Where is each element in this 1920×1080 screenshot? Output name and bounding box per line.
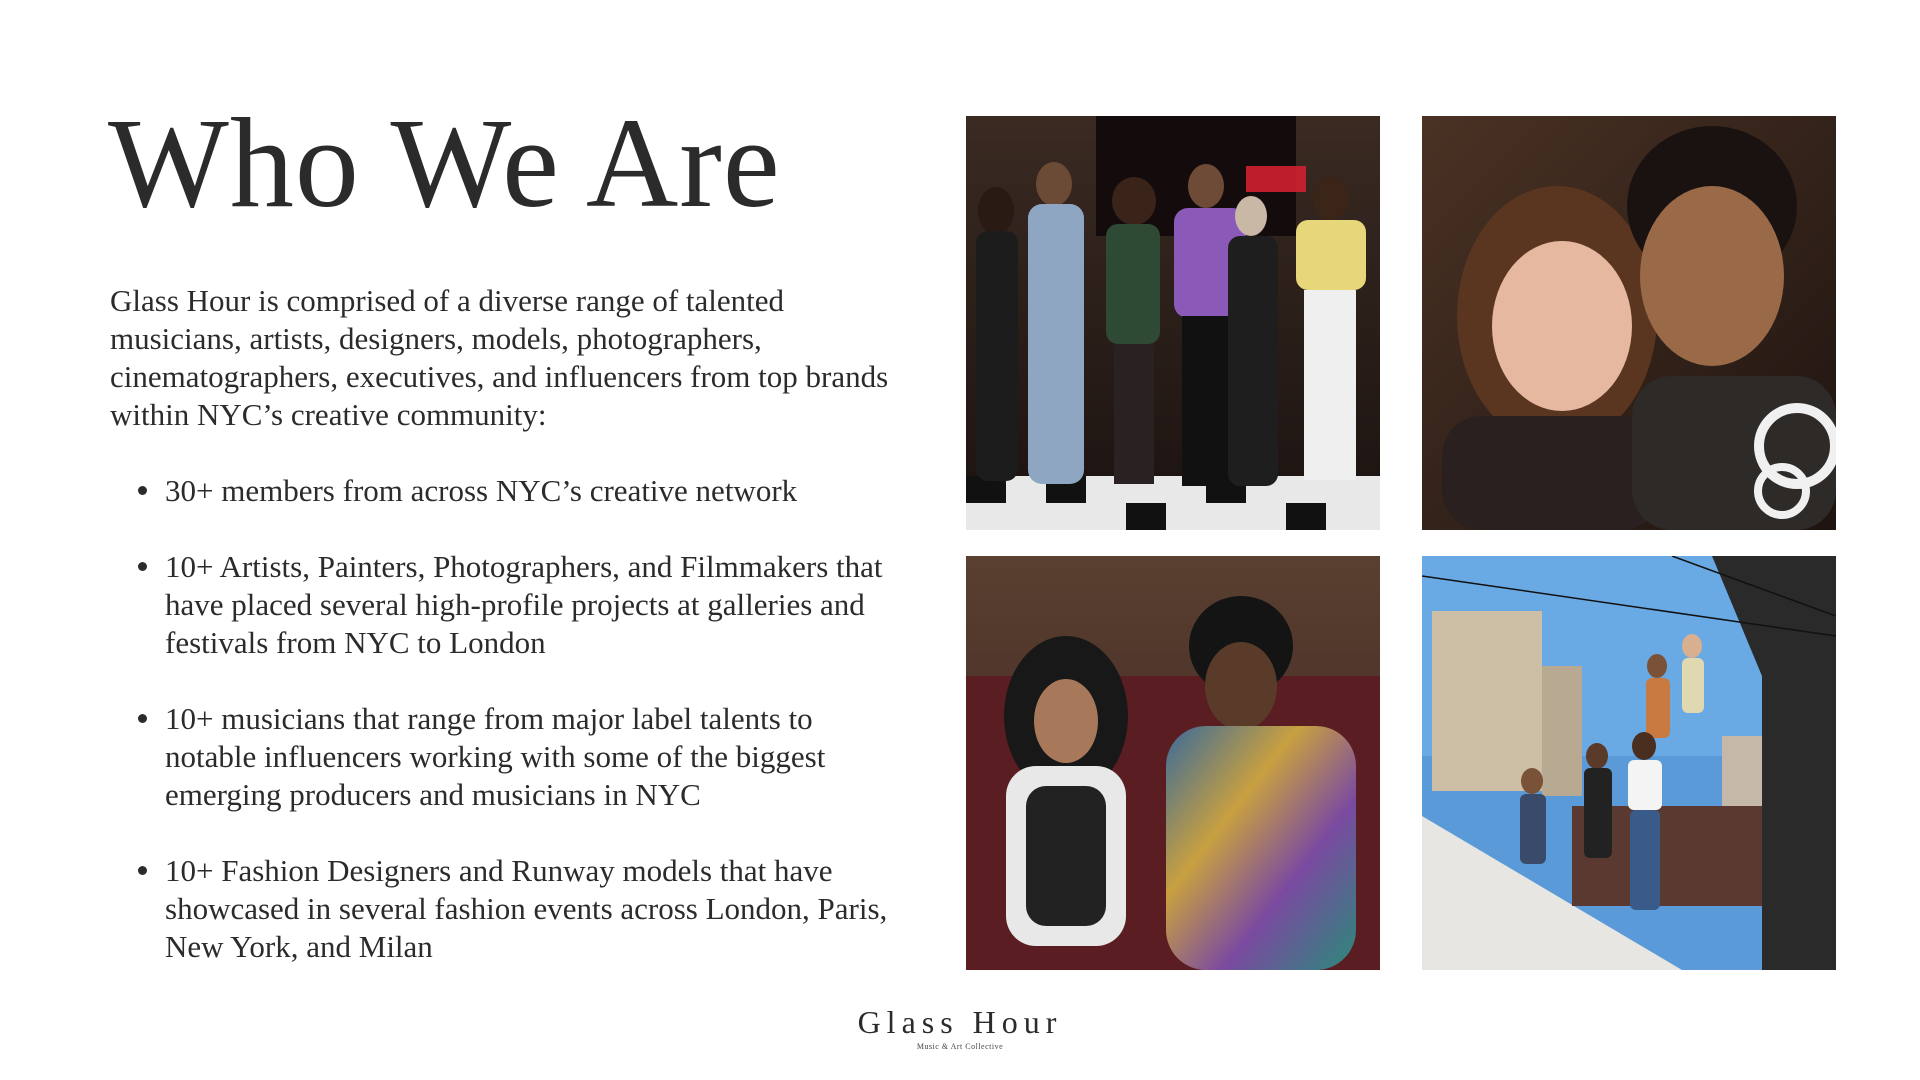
list-item [110, 700, 900, 814]
member-stats-list [110, 472, 900, 1004]
bullet-icon [138, 562, 147, 571]
bullet-icon [138, 486, 147, 495]
bullet-text: 10+ Artists, Painters, Photographers, and Filmmakers that have placed several high-profile projects at galleries and festivals from NYC to London [165, 549, 883, 660]
selfie-photo [1422, 116, 1836, 530]
fashion-pair-photo [966, 556, 1380, 970]
bullet-icon [138, 714, 147, 723]
slide-title: Who We Are [108, 92, 781, 234]
list-item [110, 852, 900, 966]
bullet-icon [138, 866, 147, 875]
bullet-text: 10+ Fashion Designers and Runway models that have showcased in several fashion events across London, Paris, New York, and Milan [165, 853, 888, 964]
list-item [110, 472, 900, 510]
nightclub-group-photo [966, 116, 1380, 530]
bullet-text: 10+ musicians that range from major label talents to notable influencers working with some of the biggest emerging producers and musicians in NYC [165, 701, 826, 812]
bullet-text: 30+ members from across NYC’s creative network [165, 473, 798, 508]
intro-paragraph: Glass Hour is comprised of a diverse range of talented musicians, artists, designers, models, photographers, cinematographers, executives, and influencers from top brands within NYC’s creative community: [110, 283, 889, 432]
logo-name: Glass Hour [857, 1004, 1063, 1040]
logo-tagline: Music & Art Collective [916, 1042, 1004, 1051]
rooftop-group-photo [1422, 556, 1836, 970]
brand-logo [0, 1006, 1920, 1051]
list-item [110, 548, 900, 662]
